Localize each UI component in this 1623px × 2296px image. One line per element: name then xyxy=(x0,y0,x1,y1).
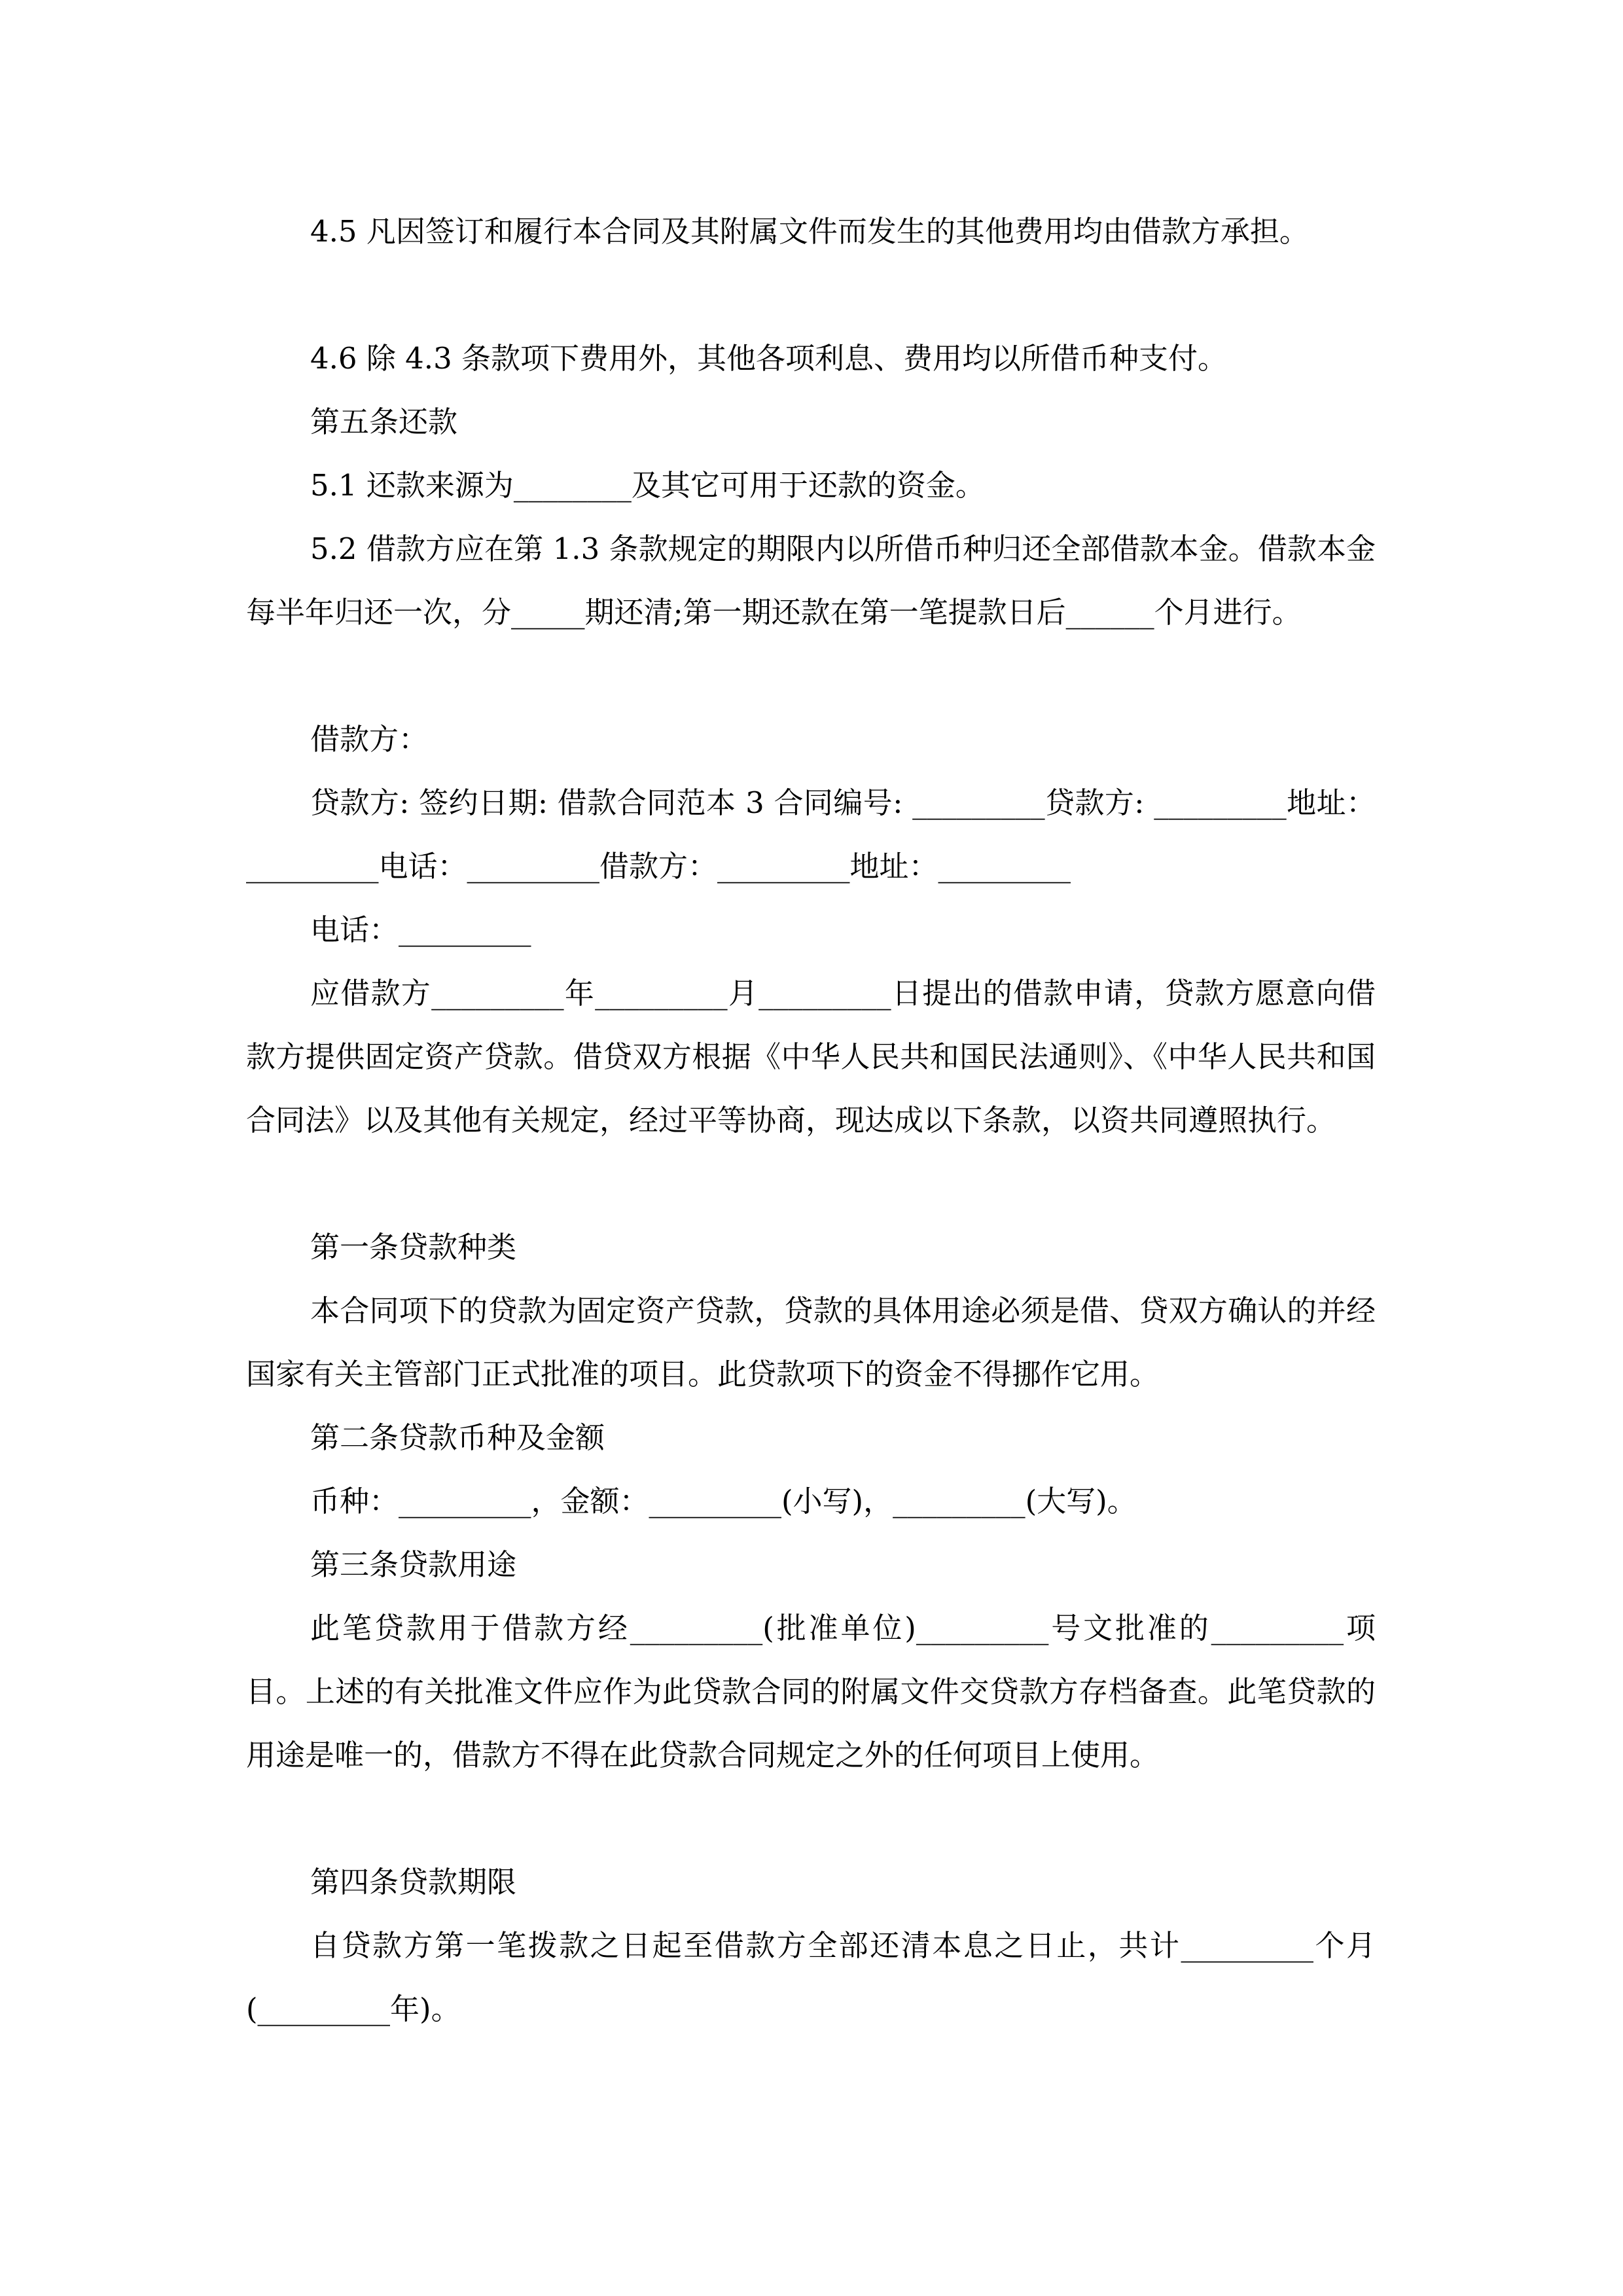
clause-4-5: 4.5 凡因签订和履行本合同及其附属文件而发生的其他费用均由借款方承担。 xyxy=(310,214,1309,249)
article-2-body: 币种：_________，金额：_________(小写)，_________(大写)。 xyxy=(310,1484,1137,1518)
article-2-heading: 第二条贷款币种及金额 xyxy=(310,1420,605,1455)
article-4-body: 自贷款方第一笔拨款之日起至借款方全部还清本息之日止，共计_________个月(_________年)。 xyxy=(246,1928,1376,2026)
article-4-heading: 第四条贷款期限 xyxy=(310,1865,517,1899)
article-3-body: 此笔贷款用于借款方经_________(批准单位)_________号文批准的_________项目。上述的有关批准文件应作为此贷款合同的附属文件交贷款方存档备查。此笔贷款的用途是唯一的，借款方不得在此贷款合同规定之外的任何项目上使用。 xyxy=(246,1611,1376,1772)
clause-5-2: 5.2 借款方应在第 1.3 条款规定的期限内以所借币种归还全部借款本金。借款本金每半年归还一次，分_____期还清;第一期还款在第一笔提款日后______个月进行。 xyxy=(246,531,1376,630)
article-1-heading: 第一条贷款种类 xyxy=(310,1230,517,1265)
clause-5-1: 5.1 还款来源为________及其它可用于还款的资金。 xyxy=(310,468,985,503)
lender-info: 贷款方: 签约日期: 借款合同范本 3 合同编号: _________贷款方: _________地址：_________电话：_________借款方：_________地址：_________ xyxy=(246,785,1376,884)
clause-4-6: 4.6 除 4.3 条款项下费用外，其他各项利息、费用均以所借币种支付。 xyxy=(310,341,1228,376)
article-5-heading: 第五条还款 xyxy=(310,404,458,439)
borrower-label: 借款方： xyxy=(310,722,429,757)
contract-intro: 应借款方_________年_________月_________日提出的借款申请，贷款方愿意向借款方提供固定资产贷款。借贷双方根据《中华人民共和国民法通则》、《中华人民共和国合同法》以及其他有关规定，经过平等协商，现达成以下条款，以资共同遵照执行。 xyxy=(246,976,1376,1138)
article-3-heading: 第三条贷款用途 xyxy=(310,1547,517,1582)
phone-field: 电话：_________ xyxy=(310,912,531,947)
article-1-body: 本合同项下的贷款为固定资产贷款，贷款的具体用途必须是借、贷双方确认的并经国家有关主管部门正式批准的项目。此贷款项下的资金不得挪作它用。 xyxy=(246,1293,1376,1391)
